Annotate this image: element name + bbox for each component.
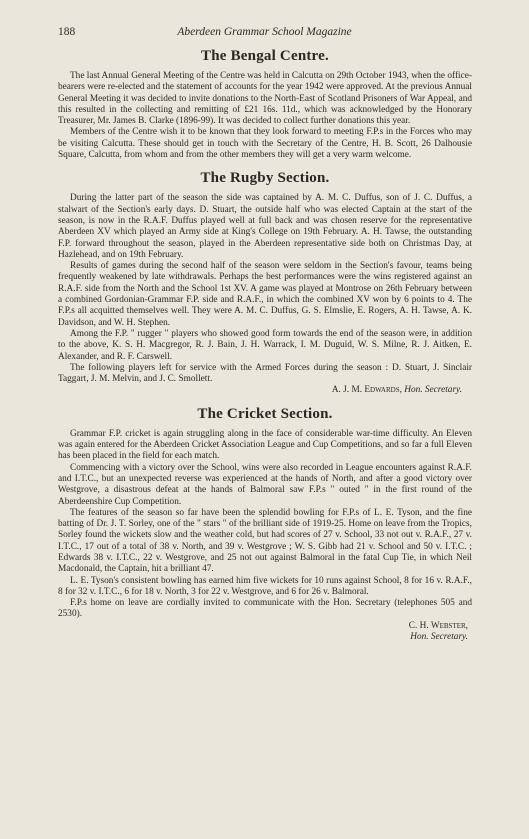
cricket-heading: The Cricket Section. <box>197 405 333 422</box>
page-header <box>58 26 471 42</box>
bengal-section <box>58 48 472 161</box>
rugby-signature-title: Hon. Secretary. <box>404 385 462 396</box>
rugby-signature <box>58 385 472 396</box>
rugby-paragraph: The following players left for service with the Armed Forces during the season : D. Stuart, J. Sinclair Taggart, J. M. Melvin, and J. C. Smollett. <box>58 362 472 385</box>
rugby-heading: The Rugby Section. <box>200 170 330 187</box>
page-number: 188 <box>58 26 76 38</box>
rugby-paragraph: Results of games during the second half of the season were seldom in the Section's favour, teams being frequently weakened by late withdrawals. Perhaps the best performances were the wins registered against an R.A.F. side from the North and the School 1st XV. A game was played at Montrose on 26th February between a combined Gordonian-Grammar F.P. side and R.A.F., in which the combined XV won by 6 points to 4. The F.P.s all acquitted themselves well. They were A. M. C. Duffus, G. S. Elmslie, E. Rogers, A. H. Tawse, A. K. Davidson, and W. H. Stephen. <box>58 261 472 328</box>
bengal-paragraph: The last Annual General Meeting of the Centre was held in Calcutta on 29th October 1943, when the office-bearers were re-elected and the statement of accounts for the year 1942 were approved. At the previous Annual General Meeting it was decided to invite donations to the North-East of Scotland Prisoners of War Appeal, and this resulted in the collecting and remitting of £21 16s. 11d., which was acknowledged by the Honorary Treasurer, Mr. James B. Clarke (1896-99). It was decided to collect further donations this year. <box>58 71 472 127</box>
bengal-paragraph: Members of the Centre wish it to be known that they look forward to meeting F.P.s in the Forces who may be visiting Calcutta. These should get in touch with the Secretary of the Centre, H. B. Scott, 26 Dalhousie Square, Calcutta, from whom and from the other members they will get a very warm welcome. <box>58 127 472 161</box>
cricket-paragraph: Commencing with a victory over the School, wins were also recorded in League encounters against R.A.F. and I.T.C., but an unexpected reverse was experienced at the hands of North, and after a good victory over Westgrove, a disastrous defeat at the hands of Balmoral saw F.P.s " outed " in the first round of the Aberdeenshire Cup Competition. <box>58 462 472 507</box>
article-body <box>58 48 472 652</box>
rugby-section <box>58 170 472 396</box>
magazine-title: Aberdeen Grammar School Magazine <box>177 26 352 38</box>
bengal-heading: The Bengal Centre. <box>201 48 329 64</box>
cricket-signature <box>58 621 472 644</box>
cricket-paragraph: Grammar F.P. cricket is again struggling along in the face of considerable war-time difficulty. An Eleven was again entered for the Aberdeen Cricket Association League and Cup Competitions, and so far a full Eleven has been placed in the field for each match. <box>58 428 472 462</box>
rugby-signature-name: A. J. M. Edwards, <box>331 385 402 396</box>
cricket-section <box>58 406 472 644</box>
rugby-paragraph: During the latter part of the season the side was captained by A. M. C. Duffus, son of J. C. Duffus, a stalwart of the Section's early days. D. Stuart, the outside half who was elected Captain at the start of the season, is now in the R.A.F. Duffus played well at full back and was chosen reserve for the representative Aberdeen XV which played an Army side at King's College on 19th February. A. H. Tawse, the outstanding F.P. forward throughout the season, played in the Aberdeen representative side both on Christmas Day, at Hazlehead, and on 19th February. <box>58 193 472 260</box>
cricket-signature-title: Hon. Secretary. <box>410 632 468 643</box>
rugby-paragraph: Among the F.P. " rugger " players who showed good form towards the end of the season were, in addition to the above, K. S. H. Macgregor, R. J. Bain, J. H. Warrack, I. M. Duguid, W. S. Milne, R. J. Aitken, E. Alexander, and R. F. Carswell. <box>58 328 472 362</box>
cricket-paragraph: The features of the season so far have been the splendid bowling for F.P.s of L. E. Tyson, and the fine batting of Dr. J. T. Sorley, one of the " stars " of the brilliant side of 1919-25. Home on leave from the Tropics, Sorley found the wickets slow and the weather cold, but had scores of 27 v. School, 33 not out v. R.A.F., 27 v. I.T.C., 17 out of a total of 38 v. North, and 39 v. Westgrove ; W. S. Gibb had 21 v. School and 50 v. I.T.C. ; Edwards 38 v. I.T.C., 22 v. Westgrove, and 25 not out against Balmoral in the fatal Cup Tie, in which Neil Macdonald, the Captain, hit a brilliant 47. <box>58 507 472 575</box>
cricket-paragraph: L. E. Tyson's consistent bowling has earned him five wickets for 10 runs against School, 8 for 16 v. R.A.F., 8 for 32 v. I.T.C., 6 for 18 v. North, 3 for 22 v. Westgrove, and 6 for 26 v. Balmoral. <box>58 575 472 597</box>
cricket-signature-name: C. H. Webster, <box>408 620 468 631</box>
cricket-paragraph: F.P.s home on leave are cordially invited to communicate with the Hon. Secretary (telephones 505 and 2530). <box>58 598 472 620</box>
